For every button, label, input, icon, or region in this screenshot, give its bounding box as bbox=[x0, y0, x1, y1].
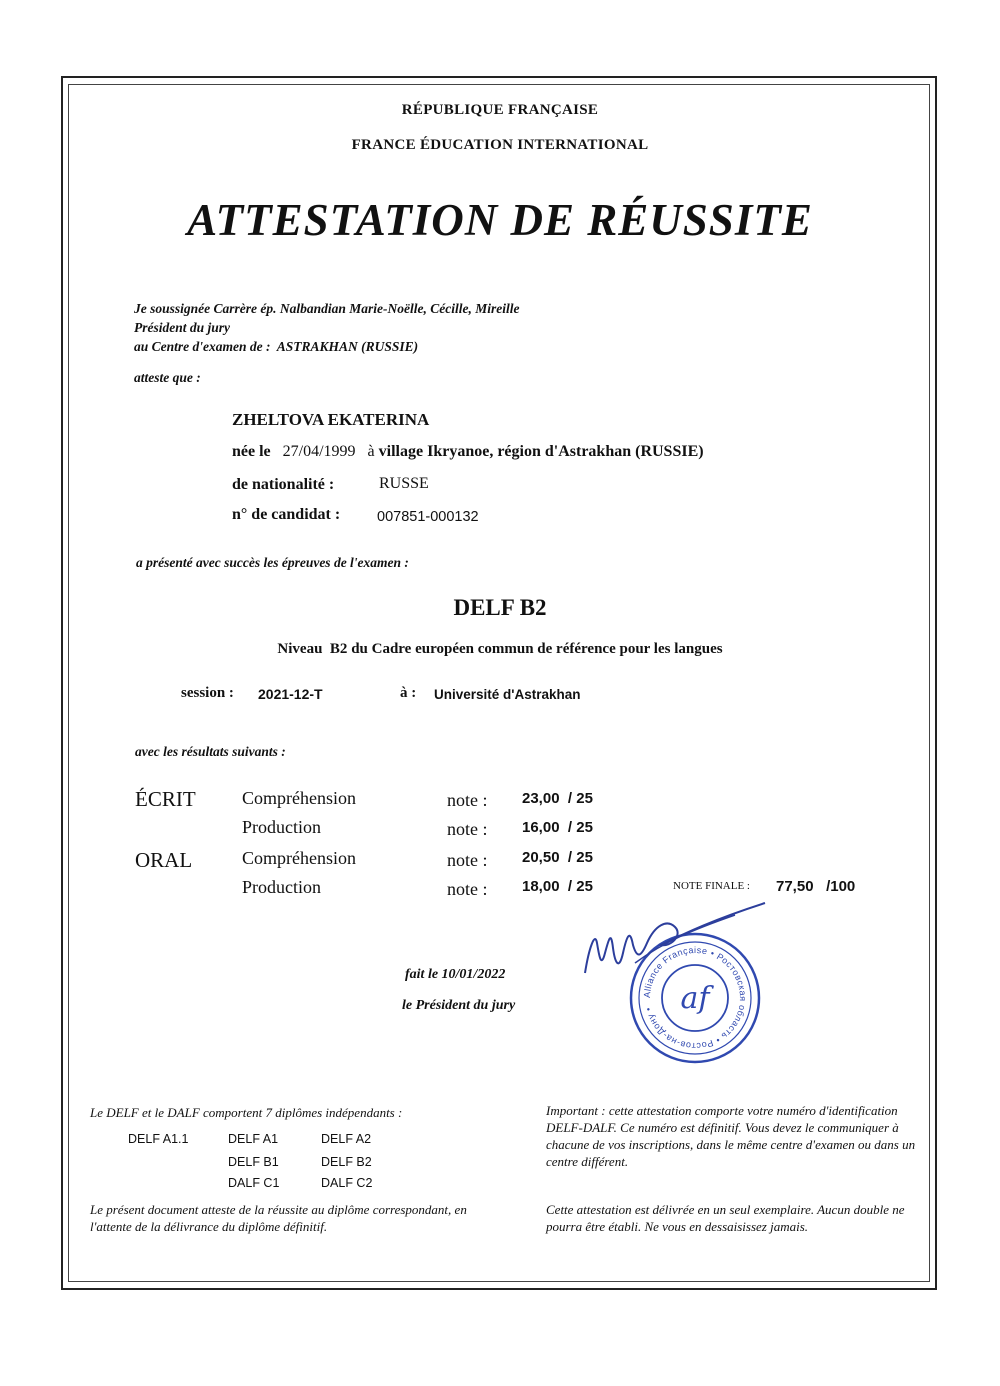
document-title: ATTESTATION DE RÉUSSITE bbox=[187, 195, 813, 245]
diploma-item: DALF C2 bbox=[321, 1176, 373, 1190]
note-label: note : bbox=[447, 850, 488, 870]
important-note: Important : cette attestation comporte votre numéro d'identification DELF-DALF. Ce numéro est définitif. Vous devez le communiquer à chacune de vos inscriptions, dans le même centre d'examen ou dans un centre différent. bbox=[546, 1103, 916, 1169]
level-value: B2 bbox=[329, 641, 348, 657]
score-value: 16,00 / 25 bbox=[522, 819, 593, 836]
birth-label: née le bbox=[232, 443, 271, 460]
level-line bbox=[0, 641, 1000, 658]
candidate-number: 007851-000132 bbox=[377, 509, 479, 525]
jury-president-label: le Président du jury bbox=[402, 998, 516, 1013]
provisional-note: Le présent document atteste de la réussite au diplôme correspondant, en l'attente de la délivrance du diplôme définitif. bbox=[90, 1202, 467, 1234]
candidate-name: ZHELTOVA EKATERINA bbox=[232, 410, 430, 429]
final-score-value: 77,50 /100 bbox=[776, 878, 856, 895]
score-value: 18,00 / 25 bbox=[522, 878, 593, 895]
nationality-label: de nationalité : bbox=[232, 476, 335, 493]
section-oral: ORAL bbox=[135, 848, 193, 872]
candidate-number-label: n° de candidat : bbox=[232, 506, 341, 523]
signatory-line: Je soussignée Carrère ép. Nalbandian Marie-Noëlle, Cécille, Mireille bbox=[134, 301, 520, 316]
session-value: 2021-12-T bbox=[258, 686, 323, 702]
exam-name: DELF B2 bbox=[453, 595, 547, 620]
diploma-item: DELF A1 bbox=[228, 1132, 279, 1146]
skill-label: Production bbox=[242, 877, 321, 897]
final-score-label: NOTE FINALE : bbox=[673, 880, 750, 892]
handwritten-signature bbox=[575, 893, 775, 993]
exam-centre-line bbox=[134, 337, 418, 356]
svg-text:af: af bbox=[680, 981, 710, 1016]
note-label: note : bbox=[447, 819, 488, 839]
issue-date: fait le 10/01/2022 bbox=[405, 967, 506, 982]
exam-centre-value: ASTRAKHAN (RUSSIE) bbox=[276, 339, 419, 354]
exam-presented-line: a présenté avec succès les épreuves de l'examen : bbox=[136, 555, 409, 570]
single-copy-note: Cette attestation est délivrée en un seul exemplaire. Aucun double ne pourra être établi. Ne vous en dessaisissez jamais. bbox=[546, 1202, 905, 1234]
diploma-item: DELF B2 bbox=[321, 1155, 372, 1169]
signatory-role: Président du jury bbox=[134, 320, 231, 335]
birth-date: 27/04/1999 bbox=[282, 443, 356, 460]
skill-label: Production bbox=[242, 817, 321, 837]
diploma-item: DELF B1 bbox=[228, 1155, 279, 1169]
session-place-label: à : bbox=[400, 685, 417, 701]
skill-label: Compréhension bbox=[242, 848, 356, 868]
exam-centre-label: au Centre d'examen de : bbox=[134, 339, 271, 354]
birth-line bbox=[232, 443, 704, 461]
diploma-item: DELF A1.1 bbox=[128, 1132, 189, 1146]
republic-heading: RÉPUBLIQUE FRANÇAISE bbox=[401, 102, 599, 118]
level-text: du Cadre européen commun de référence pour les langues bbox=[351, 641, 723, 657]
level-label: Niveau bbox=[277, 641, 323, 657]
birth-at: à bbox=[367, 443, 375, 460]
diplomas-intro: Le DELF et le DALF comportent 7 diplômes indépendants : bbox=[90, 1105, 403, 1120]
diploma-item: DELF A2 bbox=[321, 1132, 372, 1146]
birth-place: village Ikryanoe, région d'Astrakhan (RUSSIE) bbox=[378, 443, 704, 460]
diploma-item: DALF C1 bbox=[228, 1176, 280, 1190]
session-place: Université d'Astrakhan bbox=[434, 687, 581, 702]
note-label: note : bbox=[447, 879, 488, 899]
section-ecrit: ÉCRIT bbox=[135, 787, 196, 811]
svg-text:Alliance Française • Ростовска: Alliance Française • Ростовская область • Ростов-на-Дону • bbox=[641, 944, 749, 1052]
note-label: note : bbox=[447, 790, 488, 810]
score-value: 23,00 / 25 bbox=[522, 790, 593, 807]
score-value: 20,50 / 25 bbox=[522, 849, 593, 866]
results-intro: avec les résultats suivants : bbox=[135, 744, 286, 759]
session-label: session : bbox=[181, 685, 234, 701]
organization-heading: FRANCE ÉDUCATION INTERNATIONAL bbox=[351, 137, 649, 153]
atteste-label: atteste que : bbox=[134, 370, 201, 385]
nationality-value: RUSSE bbox=[379, 475, 429, 492]
skill-label: Compréhension bbox=[242, 788, 356, 808]
